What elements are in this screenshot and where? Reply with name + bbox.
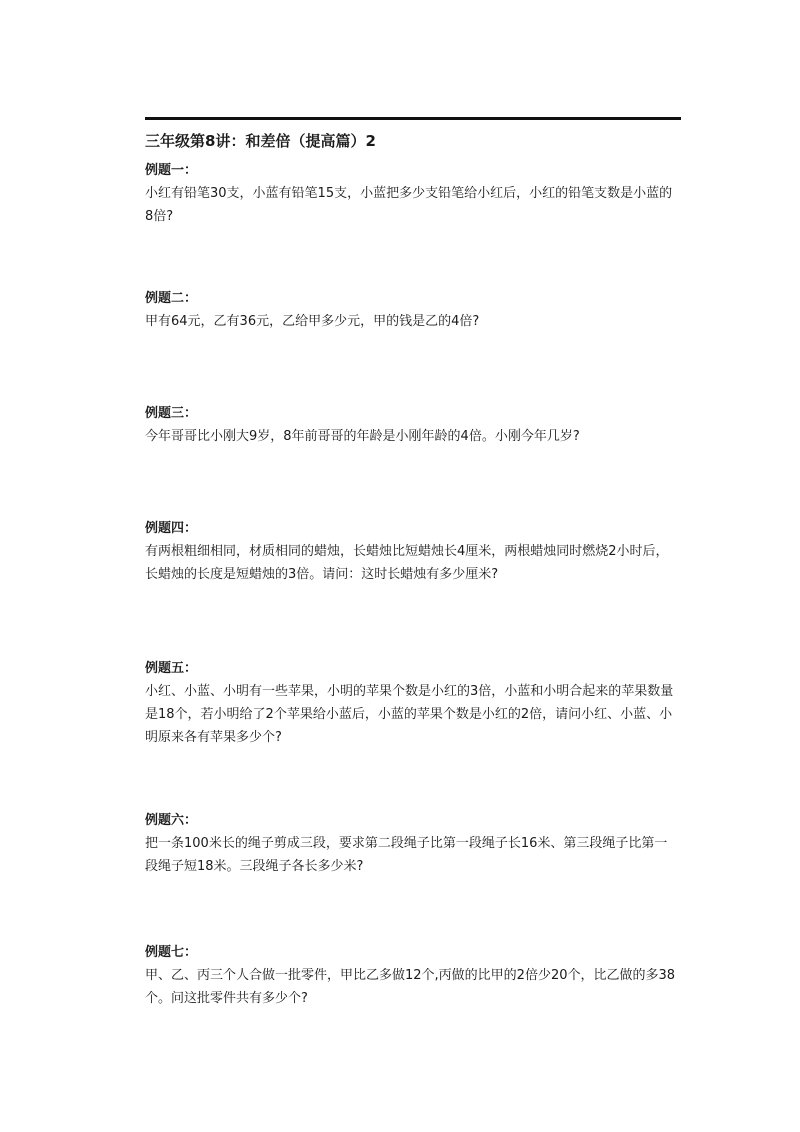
example-heading: 例题二： <box>145 291 198 306</box>
example-4 <box>145 520 681 586</box>
example-heading: 例题五： <box>145 661 198 676</box>
example-1 <box>145 162 681 228</box>
example-heading: 例题一： <box>145 163 198 178</box>
example-2 <box>145 290 681 333</box>
example-text: 小红有铅笔30支，小蓝有铅笔15支，小蓝把多少支铅笔给小红后，小红的铅笔支数是小蓝的8倍? <box>145 186 673 224</box>
example-text: 甲有64元，乙有36元，乙给甲多少元，甲的钱是乙的4倍? <box>145 314 480 329</box>
example-heading: 例题三： <box>145 406 198 421</box>
example-heading: 例题四： <box>145 521 198 536</box>
example-text: 甲、乙、丙三个人合做一批零件，甲比乙多做12个,丙做的比甲的2倍少20个，比乙做的多38个。问这批零件共有多少个? <box>145 968 676 1006</box>
header-rule <box>145 117 681 120</box>
example-text: 小红、小蓝、小明有一些苹果，小明的苹果个数是小红的3倍，小蓝和小明合起来的苹果数量是18个，若小明给了2个苹果给小蓝后，小蓝的苹果个数是小红的2倍，请问小红、小蓝、小明原来各有苹果多少个? <box>145 684 674 745</box>
example-3 <box>145 405 681 448</box>
example-7 <box>145 944 681 1010</box>
example-heading: 例题七： <box>145 945 198 960</box>
example-5 <box>145 660 681 749</box>
example-6 <box>145 812 681 878</box>
example-heading: 例题六： <box>145 813 198 828</box>
example-text: 把一条100米长的绳子剪成三段，要求第二段绳子比第一段绳子长16米、第三段绳子比第一段绳子短18米。三段绳子各长多少米? <box>145 836 668 874</box>
example-text: 有两根粗细相同，材质相同的蜡烛，长蜡烛比短蜡烛长4厘米，两根蜡烛同时燃烧2小时后，长蜡烛的长度是短蜡烛的3倍。请问：这时长蜡烛有多少厘米? <box>145 544 669 582</box>
example-text: 今年哥哥比小刚大9岁，8年前哥哥的年龄是小刚年龄的4倍。小刚今年几岁? <box>145 429 580 444</box>
document-title: 三年级第8讲：和差倍（提高篇）2 <box>145 132 376 150</box>
